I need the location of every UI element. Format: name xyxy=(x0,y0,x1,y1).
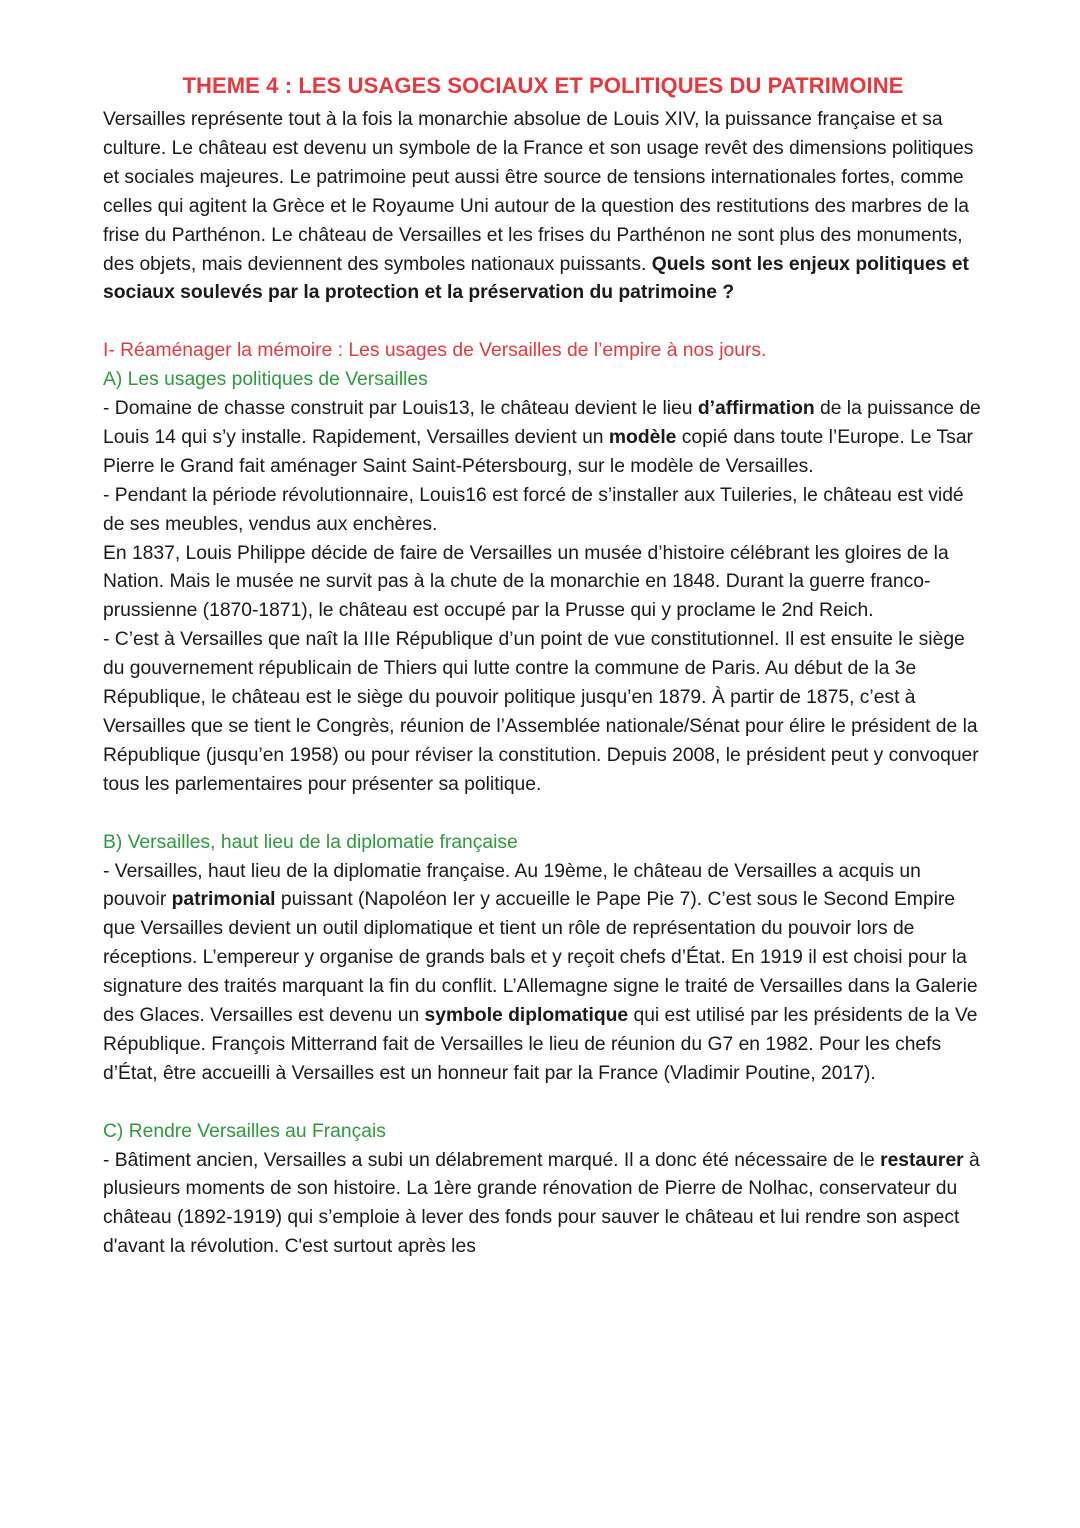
section-c-paragraph-1 xyxy=(103,1147,983,1263)
section-b-heading: B) Versailles, haut lieu de la diplomatie française xyxy=(103,831,518,853)
spacer xyxy=(103,1089,983,1118)
text-run: à plusieurs moments de son histoire. La 1ère grande rénovation de Pierre de Nolhac, conservateur du château (1892-1919) qui s’emploie à lever des fonds pour sauver le château et lui rendre son aspect d'avant la révolution. C'est surtout après les xyxy=(103,1149,980,1258)
bold-run: modèle xyxy=(608,426,677,448)
intro-question: Quels sont les enjeux politiques et sociaux soulevés par la protection et la préservation du patrimoine ? xyxy=(103,253,969,304)
document-page xyxy=(103,66,983,1262)
spacer xyxy=(103,308,983,337)
section-a-paragraph-4: - C’est à Versailles que naît la IIIe République d’un point de vue constitutionnel. Il est ensuite le siège du gouvernement républicain de Thiers qui lutte contre la commune de Paris. Au début de la 3e République, le château est le siège du pouvoir politique jusqu’en 1879. À partir de 1875, c’est à Versailles que se tient le Congrès, réunion de l’Assemblée nationale/Sénat pour élire le président de la République (jusqu’en 1958) ou pour réviser la constitution. Depuis 2008, le président peut y convoquer tous les parlementaires pour présenter sa politique. xyxy=(103,629,979,795)
section-c-heading: C) Rendre Versailles au Français xyxy=(103,1120,386,1142)
bold-run: d’affirmation xyxy=(697,398,815,420)
intro-paragraph xyxy=(103,106,983,308)
section-a-heading: A) Les usages politiques de Versailles xyxy=(103,369,428,391)
bold-run: patrimonial xyxy=(171,889,276,911)
text-run: - Versailles, haut lieu de la diplomatie française. Au 19ème, le château de Versailles a acquis un pouvoir xyxy=(103,860,921,911)
section-a-paragraph-2: - Pendant la période révolutionnaire, Louis16 est forcé de s’installer aux Tuileries, le château est vidé de ses meubles, vendus aux enchères. xyxy=(103,484,964,535)
text-run: puissant (Napoléon Ier y accueille le Pape Pie 7). C’est sous le Second Empire que Versailles devient un outil diplomatique et tient un rôle de représentation du pouvoir lors de réceptions. L’empereur y organise de grands bals et y reçoit chefs d’État. En 1919 il est choisi pour la signature des traités marquant la fin du conflit. L’Allemagne signe le traité de Versailles dans la Galerie des Glaces. Versailles est devenu un xyxy=(103,889,978,1027)
spacer xyxy=(103,800,983,829)
text-run: de la puissance de Louis 14 qui s’y installe. Rapidement, Versailles devient un xyxy=(103,398,981,448)
part1-heading: I- Réaménager la mémoire : Les usages de Versailles de l’empire à nos jours. xyxy=(103,340,767,362)
text-run: qui est utilisé par les présidents de la Ve République. François Mitterrand fait de Versailles le lieu de réunion du G7 en 1982. Pour les chefs d’État, être accueilli à Versailles est un honneur fait par la France (Vladimir Poutine, 2017). xyxy=(103,1005,978,1084)
section-b-paragraph-1 xyxy=(103,858,983,1089)
section-a-paragraph-3: En 1837, Louis Philippe décide de faire de Versailles un musée d’histoire célébrant les gloires de la Nation. Mais le musée ne survit pas à la chute de la monarchie en 1848. Durant la guerre franco-prussienne (1870-1871), le château est occupé par la Prusse qui y proclame le 2nd Reich. xyxy=(103,542,949,622)
text-run: copié dans toute l’Europe. Le Tsar Pierre le Grand fait aménager Saint Saint-Pétersbourg, sur le modèle de Versailles. xyxy=(103,426,973,477)
intro-text: Versailles représente tout à la fois la monarchie absolue de Louis XIV, la puissance française et sa culture. Le château est devenu un symbole de la France et son usage revêt des dimensions politiques et sociales majeures. Le patrimoine peut aussi être source de tensions internationales fortes, comme celles qui agitent la Grèce et le Royaume Uni autour de la question des restitutions des marbres de la frise du Parthénon. Le château de Versailles et les frises du Parthénon ne sont plus des monuments, des objets, mais deviennent des symboles nationaux puissants. xyxy=(103,109,974,275)
text-run: - Bâtiment ancien, Versailles a subi un délabrement marqué. Il a donc été nécessaire de le xyxy=(103,1149,881,1171)
section-a-paragraph-1 xyxy=(103,395,983,482)
bold-run: restaurer xyxy=(880,1149,964,1171)
bold-run: symbole diplomatique xyxy=(424,1005,629,1027)
text-run: - Domaine de chasse construit par Louis13, le château devient le lieu xyxy=(103,398,698,420)
document-title: THEME 4 : LES USAGES SOCIAUX ET POLITIQUES DU PATRIMOINE xyxy=(182,73,904,98)
